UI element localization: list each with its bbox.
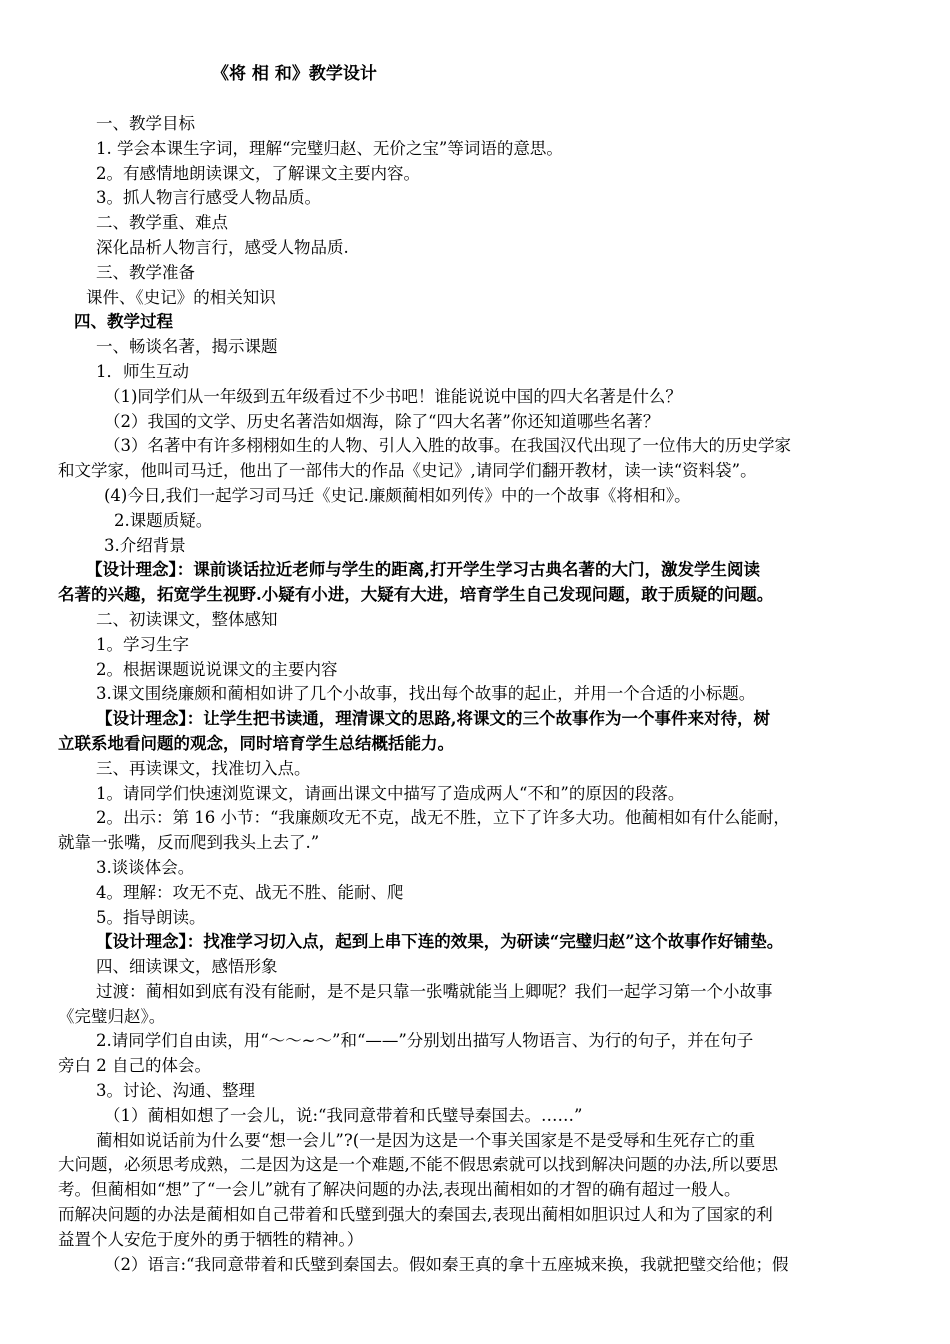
paragraph-line: 3.介绍背景 <box>104 535 186 555</box>
design-concept-line: 【设计理念】：找准学习切入点，起到上串下连的效果，为研读“完璧归赵”这个故事作好铺垫。 <box>96 932 784 952</box>
paragraph-line: 3.谈谈体会。 <box>96 857 195 877</box>
paragraph-line: 蔺相如说话前为什么要“想一会儿”?(一是因为这是一个事关国家是不是受辱和生死存亡的重 <box>96 1130 756 1150</box>
paragraph-line: 旁白 2 自己的体会。 <box>58 1056 211 1076</box>
paragraph-line: 4。理解：攻无不克、战无不胜、能耐、爬 <box>96 882 404 902</box>
paragraph-line: 2。根据课题说说课文的主要内容 <box>96 659 338 679</box>
section-heading: 三、教学准备 <box>96 262 195 282</box>
paragraph-line: 而解决问题的办法是蔺相如自己带着和氏璧到强大的秦国去,表现出蔺相如胆识过人和为了国家的利 <box>58 1205 773 1225</box>
paragraph-line: （3）名著中有许多栩栩如生的人物、引人入胜的故事。在我国汉代出现了一位伟大的历史学家 <box>104 436 791 456</box>
paragraph-line: 1。学习生字 <box>96 634 189 654</box>
paragraph-line: 益置个人安危于度外的勇于牺牲的精神。） <box>58 1229 364 1249</box>
paragraph-line: 2.课题质疑。 <box>114 510 213 530</box>
design-concept-line: 名著的兴趣，拓宽学生视野.小疑有小进，大疑有大进，培育学生自己发现问题，敢于质疑的问题。 <box>58 585 774 605</box>
paragraph-line: 过渡：蔺相如到底有没有能耐，是不是只靠一张嘴就能当上卿呢？我们一起学习第一个小故事 <box>96 981 773 1001</box>
paragraph-line: 大问题，必须思考成熟，二是因为这是一个难题,不能不假思索就可以找到解决问题的办法,所以要思 <box>58 1155 778 1175</box>
paragraph-line: 5。指导朗读。 <box>96 907 206 927</box>
paragraph-line: 2.请同学们自由读，用“～～~～”和“——”分别划出描写人物语言、为行的句子，并在句子 <box>96 1031 754 1051</box>
paragraph-line: (4)今日,我们一起学习司马迁《史记.廉颇蔺相如列传》中的一个故事《将相和》。 <box>104 485 691 505</box>
document-body <box>58 112 908 1277</box>
design-concept-line: 【设计理念】：课前谈话拉近老师与学生的距离,打开学生学习古典名著的大门，激发学生阅读 <box>86 560 760 580</box>
paragraph-line: 1。请同学们快速浏览课文，请画出课文中描写了造成两人“不和”的原因的段落。 <box>96 783 685 803</box>
subsection-heading: 四、细读课文，感悟形象 <box>96 957 278 977</box>
paragraph-line: 深化品析人物言行，感受人物品质. <box>96 237 349 257</box>
paragraph-line: 考。但蔺相如“想”了“一会儿”就有了解决问题的办法,表现出蔺相如的才智的确有超过一般人。 <box>58 1180 741 1200</box>
section-heading: 一、教学目标 <box>96 114 195 133</box>
paragraph-line: 2。有感情地朗读课文，了解课文主要内容。 <box>96 163 420 183</box>
paragraph-line: （2）语言:“我同意带着和氏璧到秦国去。假如秦王真的拿十五座城来换，我就把璧交给他；假 <box>104 1254 789 1274</box>
paragraph-line: 1．师生互动 <box>96 361 189 381</box>
paragraph-line: 2。出示：第 16 小节：“我廉颇攻无不克，战无不胜，立下了许多大功。他蔺相如有什么能耐， <box>96 808 790 828</box>
paragraph-line: 和文学家，他叫司马迁，他出了一部伟大的作品《史记》,请同学们翻开教材，读一读“资料袋”。 <box>58 461 757 481</box>
design-concept-line: 立联系地看问题的观念，同时培育学生总结概括能力。 <box>58 733 454 753</box>
paragraph-line: 3。抓人物言行感受人物品质。 <box>96 188 321 208</box>
subsection-heading: 一、畅谈名著，揭示课题 <box>96 337 278 357</box>
document-title: 《将 相 和》教学设计 <box>212 64 377 84</box>
paragraph-line: 就靠一张嘴，反而爬到我头上去了.” <box>58 833 320 853</box>
paragraph-line: （1)同学们从一年级到五年级看过不少书吧！谁能说说中国的四大名著是什么？ <box>104 386 682 406</box>
subsection-heading: 二、初读课文，整体感知 <box>96 609 278 629</box>
paragraph-line: 3.课文围绕廉颇和蔺相如讲了几个小故事，找出每个故事的起止，并用一个合适的小标题。 <box>96 684 756 704</box>
paragraph-line: 课件、《史记》的相关知识 <box>86 287 276 307</box>
paragraph-line: （1）蔺相如想了一会儿，说:“我同意带着和氏璧导秦国去。……” <box>104 1105 583 1125</box>
paragraph-line: 《完璧归赵》。 <box>58 1006 166 1026</box>
section-heading: 二、教学重、难点 <box>96 213 228 233</box>
paragraph-line: 1. 学会本课生字词，理解“完璧归赵、无价之宝”等词语的意思。 <box>96 138 563 158</box>
paragraph-line: 3。讨论、沟通、整理 <box>96 1081 255 1101</box>
design-concept-line: 【设计理念】：让学生把书读通，理清课文的思路,将课文的三个故事作为一个事件来对待，树 <box>96 709 770 729</box>
section-heading-bold: 四、教学过程 <box>74 312 173 332</box>
subsection-heading: 三、再读课文，找准切入点。 <box>96 758 311 778</box>
paragraph-line: （2）我国的文学、历史名著浩如烟海，除了“四大名著”你还知道哪些名著？ <box>104 411 660 431</box>
